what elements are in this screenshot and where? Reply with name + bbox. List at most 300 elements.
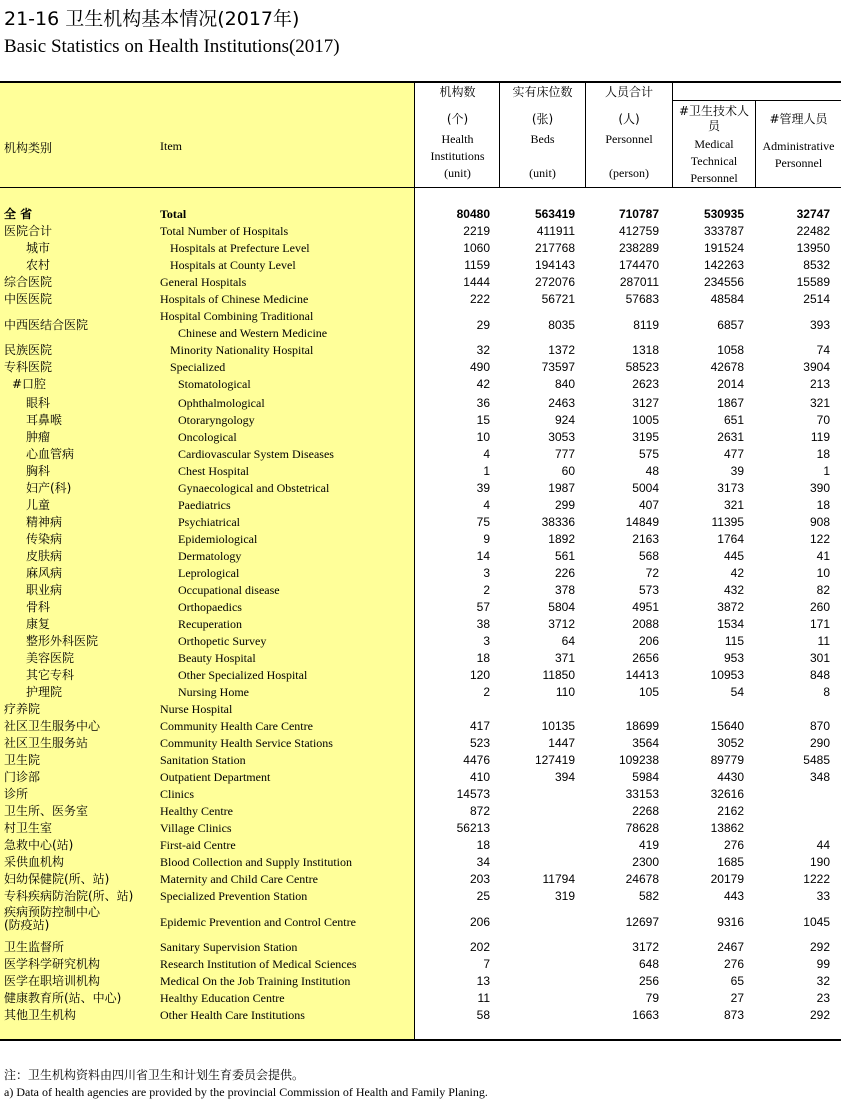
row-category-cn: 城市 bbox=[26, 241, 51, 255]
cell-administrative: 870 bbox=[809, 719, 830, 733]
cell-medical-technical: 530935 bbox=[703, 207, 744, 221]
cell-medical-technical: 2014 bbox=[717, 377, 744, 391]
cell-institutions: 7 bbox=[483, 957, 490, 971]
cell-institutions: 417 bbox=[469, 719, 490, 733]
table-row bbox=[0, 769, 841, 786]
cell-administrative: 5485 bbox=[803, 753, 830, 767]
row-category-cn: 中西医结合医院 bbox=[4, 318, 89, 332]
table-row bbox=[0, 684, 841, 701]
cell-personnel: 1005 bbox=[632, 413, 659, 427]
row-item-en: Otoraryngology bbox=[178, 413, 255, 427]
row-item-en: Dermatology bbox=[178, 549, 242, 563]
cell-beds: 394 bbox=[554, 770, 575, 784]
cell-administrative: 348 bbox=[809, 770, 830, 784]
cell-beds: 194143 bbox=[534, 258, 575, 272]
cell-medical-technical: 1867 bbox=[717, 396, 744, 410]
row-item-en: First-aid Centre bbox=[160, 838, 236, 852]
cell-personnel: 57683 bbox=[625, 292, 659, 306]
row-category-cn: 疗养院 bbox=[4, 702, 41, 716]
cell-personnel: 648 bbox=[638, 957, 659, 971]
cell-medical-technical: 3052 bbox=[717, 736, 744, 750]
cell-medical-technical: 234556 bbox=[703, 275, 744, 289]
table-row bbox=[0, 650, 841, 667]
table-row bbox=[0, 905, 841, 939]
cell-medical-technical: 191524 bbox=[703, 241, 744, 255]
cell-institutions: 1 bbox=[483, 464, 490, 478]
row-category-cn: 康复 bbox=[26, 617, 51, 631]
cell-personnel: 238289 bbox=[618, 241, 659, 255]
header-category: 机构类别 bbox=[4, 141, 53, 155]
row-category-cn: 心血管病 bbox=[26, 447, 75, 461]
cell-institutions: 18 bbox=[476, 838, 490, 852]
row-category-cn: 专科医院 bbox=[4, 360, 53, 374]
table-row bbox=[0, 257, 841, 274]
row-item-en: Orthopaedics bbox=[178, 600, 242, 614]
cell-beds: 840 bbox=[554, 377, 575, 391]
cell-beds: 11850 bbox=[542, 668, 575, 682]
cell-institutions: 3 bbox=[483, 566, 490, 580]
row-category-cn: 传染病 bbox=[26, 532, 63, 546]
table-row bbox=[0, 446, 841, 463]
row-item-en: Community Health Care Centre bbox=[160, 719, 313, 733]
cell-medical-technical: 953 bbox=[723, 651, 744, 665]
header-administrative: #管理人员 Administrative Personnel bbox=[762, 112, 835, 170]
cell-personnel: 3172 bbox=[632, 940, 659, 954]
row-category-cn: 其它专科 bbox=[26, 668, 75, 682]
row-category-cn: 中医医院 bbox=[4, 292, 53, 306]
header-institutions: 机构数 (个) Health Institutions (unit) bbox=[430, 85, 485, 180]
cell-personnel: 2300 bbox=[632, 855, 659, 869]
footnote-cn: 注：卫生机构资料由四川省卫生和计划生育委员会提供。 bbox=[4, 1068, 305, 1082]
cell-beds: 1447 bbox=[548, 736, 575, 750]
cell-medical-technical: 27 bbox=[730, 991, 744, 1005]
row-category-cn: 医院合计 bbox=[4, 224, 53, 238]
cell-institutions: 222 bbox=[469, 292, 490, 306]
cell-administrative: 213 bbox=[809, 377, 830, 391]
cell-institutions: 202 bbox=[469, 940, 490, 954]
cell-personnel: 206 bbox=[638, 634, 659, 648]
cell-administrative: 8532 bbox=[803, 258, 830, 272]
cell-personnel: 78628 bbox=[625, 821, 659, 835]
cell-administrative: 32747 bbox=[796, 207, 830, 221]
table-row bbox=[0, 667, 841, 684]
statistics-table bbox=[0, 81, 841, 1041]
row-category-cn: 健康教育所(站、中心) bbox=[4, 991, 122, 1005]
cell-administrative: 321 bbox=[809, 396, 830, 410]
cell-personnel: 582 bbox=[638, 889, 659, 903]
cell-institutions: 4476 bbox=[463, 753, 490, 767]
cell-personnel: 3195 bbox=[632, 430, 659, 444]
cell-medical-technical: 873 bbox=[723, 1008, 744, 1022]
cell-personnel: 72 bbox=[645, 566, 659, 580]
cell-medical-technical: 42 bbox=[730, 566, 744, 580]
cell-medical-technical: 432 bbox=[723, 583, 744, 597]
row-category-cn: 护理院 bbox=[26, 685, 63, 699]
row-item-en: Outpatient Department bbox=[160, 770, 271, 784]
cell-institutions: 15 bbox=[476, 413, 490, 427]
cell-medical-technical: 15640 bbox=[710, 719, 744, 733]
cell-institutions: 42 bbox=[476, 377, 490, 391]
cell-administrative: 44 bbox=[816, 838, 830, 852]
cell-medical-technical: 4430 bbox=[717, 770, 744, 784]
cell-medical-technical: 115 bbox=[724, 634, 744, 648]
cell-medical-technical: 48584 bbox=[710, 292, 744, 306]
cell-beds: 1987 bbox=[548, 481, 575, 495]
cell-administrative: 18 bbox=[816, 447, 830, 461]
cell-institutions: 410 bbox=[469, 770, 490, 784]
table-row bbox=[0, 376, 841, 395]
cell-administrative: 15589 bbox=[796, 275, 830, 289]
row-category-cn: #口腔 bbox=[12, 377, 47, 391]
row-category-cn: 骨科 bbox=[26, 600, 51, 614]
row-category-cn: 村卫生室 bbox=[4, 821, 53, 835]
table-row bbox=[0, 1007, 841, 1024]
cell-institutions: 34 bbox=[476, 855, 490, 869]
cell-personnel: 79 bbox=[645, 991, 659, 1005]
cell-beds: 319 bbox=[554, 889, 575, 903]
row-category-cn: 民族医院 bbox=[4, 343, 53, 357]
cell-administrative: 390 bbox=[809, 481, 830, 495]
table-row bbox=[0, 497, 841, 514]
row-item-en: Research Institution of Medical Sciences bbox=[160, 957, 357, 971]
cell-administrative: 32 bbox=[816, 974, 830, 988]
row-category-cn: 胸科 bbox=[26, 464, 51, 478]
cell-beds: 110 bbox=[555, 685, 575, 699]
cell-administrative: 908 bbox=[809, 515, 830, 529]
row-item-en: Occupational disease bbox=[178, 583, 280, 597]
cell-personnel: 3564 bbox=[632, 736, 659, 750]
cell-administrative: 18 bbox=[816, 498, 830, 512]
table-row bbox=[0, 990, 841, 1007]
row-category-cn: 耳鼻喉 bbox=[26, 413, 63, 427]
cell-medical-technical: 276 bbox=[723, 957, 744, 971]
cell-personnel: 105 bbox=[638, 685, 659, 699]
table-row bbox=[0, 939, 841, 956]
table-row bbox=[0, 514, 841, 531]
row-category-cn: 农村 bbox=[26, 258, 51, 272]
row-item-en: Chest Hospital bbox=[178, 464, 249, 478]
row-category-cn: 妇产(科) bbox=[26, 481, 72, 495]
table-row bbox=[0, 871, 841, 888]
cell-medical-technical: 6857 bbox=[717, 318, 744, 332]
cell-beds: 299 bbox=[554, 498, 575, 512]
table-row bbox=[0, 480, 841, 497]
cell-institutions: 14 bbox=[476, 549, 490, 563]
row-item-en: General Hospitals bbox=[160, 275, 247, 289]
cell-beds: 8035 bbox=[548, 318, 575, 332]
cell-institutions: 57 bbox=[476, 600, 490, 614]
cell-personnel: 4951 bbox=[632, 600, 659, 614]
row-item-en: Epidemiological bbox=[178, 532, 258, 546]
cell-personnel: 8119 bbox=[633, 318, 659, 332]
cell-administrative: 171 bbox=[809, 617, 830, 631]
table-row bbox=[0, 223, 841, 240]
cell-medical-technical: 651 bbox=[723, 413, 744, 427]
cell-institutions: 1060 bbox=[463, 241, 490, 255]
cell-personnel: 174470 bbox=[618, 258, 659, 272]
cell-institutions: 14573 bbox=[456, 787, 490, 801]
cell-administrative: 11 bbox=[817, 634, 830, 648]
row-item-en: Beauty Hospital bbox=[178, 651, 256, 665]
cell-administrative: 10 bbox=[816, 566, 830, 580]
cell-beds: 127419 bbox=[534, 753, 575, 767]
table-row bbox=[0, 735, 841, 752]
row-item-en: Medical On the Job Training Institution bbox=[160, 974, 351, 988]
cell-administrative: 119 bbox=[810, 430, 830, 444]
cell-administrative: 33 bbox=[816, 889, 830, 903]
cell-medical-technical: 32616 bbox=[710, 787, 744, 801]
cell-personnel: 2656 bbox=[632, 651, 659, 665]
cell-personnel: 575 bbox=[638, 447, 659, 461]
row-item-en: Specialized Prevention Station bbox=[160, 889, 308, 903]
row-item-en: Nurse Hospital bbox=[160, 702, 233, 716]
row-item-en: Paediatrics bbox=[178, 498, 231, 512]
row-item-en: Hospitals at Prefecture Level bbox=[170, 241, 310, 255]
cell-beds: 561 bbox=[554, 549, 575, 563]
cell-beds: 10135 bbox=[541, 719, 575, 733]
row-item-en: Leprological bbox=[178, 566, 240, 580]
row-item-en: Gynaecological and Obstetrical bbox=[178, 481, 330, 495]
cell-administrative: 190 bbox=[809, 855, 830, 869]
cell-medical-technical: 9316 bbox=[717, 915, 744, 929]
cell-personnel: 573 bbox=[638, 583, 659, 597]
cell-institutions: 2 bbox=[483, 583, 490, 597]
cell-administrative: 82 bbox=[816, 583, 830, 597]
cell-personnel: 407 bbox=[638, 498, 659, 512]
cell-medical-technical: 39 bbox=[730, 464, 744, 478]
cell-personnel: 109238 bbox=[618, 753, 659, 767]
cell-beds: 217768 bbox=[534, 241, 575, 255]
row-item-en: Epidemic Prevention and Control Centre bbox=[160, 915, 356, 929]
cell-administrative: 8 bbox=[823, 685, 830, 699]
cell-institutions: 75 bbox=[476, 515, 490, 529]
cell-institutions: 29 bbox=[476, 318, 490, 332]
cell-beds: 73597 bbox=[541, 360, 575, 374]
row-category-cn: 美容医院 bbox=[26, 651, 75, 665]
table-row bbox=[0, 956, 841, 973]
table-row bbox=[0, 888, 841, 905]
row-item-en: Sanitary Supervision Station bbox=[160, 940, 298, 954]
cell-personnel: 287011 bbox=[619, 275, 659, 289]
row-category-cn: 皮肤病 bbox=[26, 549, 63, 563]
table-row bbox=[0, 786, 841, 803]
cell-administrative: 3904 bbox=[803, 360, 830, 374]
row-category-cn: 精神病 bbox=[26, 515, 63, 529]
row-item-en: Oncological bbox=[178, 430, 237, 444]
cell-medical-technical: 13862 bbox=[710, 821, 744, 835]
cell-beds: 64 bbox=[561, 634, 575, 648]
cell-personnel: 412759 bbox=[618, 224, 659, 238]
cell-medical-technical: 445 bbox=[723, 549, 744, 563]
cell-institutions: 18 bbox=[476, 651, 490, 665]
cell-institutions: 56213 bbox=[456, 821, 490, 835]
row-item-en: Minority Nationality Hospital bbox=[170, 343, 314, 357]
row-item-en: Hospitals of Chinese Medicine bbox=[160, 292, 309, 306]
cell-beds: 2463 bbox=[548, 396, 575, 410]
cell-medical-technical: 1685 bbox=[717, 855, 744, 869]
row-item-en: Maternity and Child Care Centre bbox=[160, 872, 318, 886]
row-item-en: Hospitals at County Level bbox=[170, 258, 296, 272]
cell-administrative: 122 bbox=[809, 532, 830, 546]
row-category-cn: 妇幼保健院(所、站) bbox=[4, 872, 110, 886]
cell-administrative: 848 bbox=[809, 668, 830, 682]
cell-institutions: 25 bbox=[476, 889, 490, 903]
cell-institutions: 4 bbox=[483, 447, 490, 461]
cell-personnel: 1318 bbox=[632, 343, 659, 357]
row-item-en: Total bbox=[160, 207, 187, 221]
row-category-cn: 门诊部 bbox=[4, 770, 41, 784]
row-category-cn: 综合医院 bbox=[4, 275, 53, 289]
row-item-en: Community Health Service Stations bbox=[160, 736, 333, 750]
row-category-cn: 其他卫生机构 bbox=[4, 1008, 77, 1022]
row-category-cn: 卫生监督所 bbox=[4, 940, 65, 954]
cell-administrative: 301 bbox=[809, 651, 830, 665]
row-item-en: Orthopetic Survey bbox=[178, 634, 267, 648]
cell-personnel: 24678 bbox=[625, 872, 659, 886]
cell-beds: 1372 bbox=[548, 343, 575, 357]
cell-administrative: 13950 bbox=[796, 241, 830, 255]
row-category-cn: 儿童 bbox=[26, 498, 51, 512]
table-row bbox=[0, 973, 841, 990]
cell-beds: 3712 bbox=[548, 617, 575, 631]
cell-medical-technical: 443 bbox=[723, 889, 744, 903]
row-item-en: Sanitation Station bbox=[160, 753, 246, 767]
cell-medical-technical: 3173 bbox=[717, 481, 744, 495]
cell-medical-technical: 2162 bbox=[717, 804, 744, 818]
table-row bbox=[0, 582, 841, 599]
row-item-en: Healthy Centre bbox=[160, 804, 233, 818]
header-beds: 实有床位数 (张) Beds (unit) bbox=[512, 85, 573, 180]
cell-administrative: 1045 bbox=[803, 915, 830, 929]
cell-medical-technical: 3872 bbox=[717, 600, 744, 614]
cell-personnel: 710787 bbox=[618, 207, 659, 221]
row-category-cn: 医学在职培训机构 bbox=[4, 974, 101, 988]
cell-personnel: 256 bbox=[638, 974, 659, 988]
cell-personnel: 33153 bbox=[625, 787, 659, 801]
cell-administrative: 41 bbox=[816, 549, 830, 563]
cell-institutions: 11 bbox=[477, 991, 490, 1005]
row-category-cn: 肿瘤 bbox=[26, 430, 51, 444]
cell-institutions: 10 bbox=[476, 430, 490, 444]
table-row bbox=[0, 359, 841, 376]
cell-medical-technical: 54 bbox=[730, 685, 744, 699]
row-item-en: Ophthalmological bbox=[178, 396, 265, 410]
table-row bbox=[0, 274, 841, 291]
cell-institutions: 39 bbox=[476, 481, 490, 495]
cell-medical-technical: 321 bbox=[723, 498, 744, 512]
row-category-cn: 社区卫生服务站 bbox=[4, 736, 89, 750]
cell-beds: 378 bbox=[554, 583, 575, 597]
table-row bbox=[0, 854, 841, 871]
row-category-cn: 急救中心(站) bbox=[4, 838, 74, 852]
row-item-en: Cardiovascular System Diseases bbox=[178, 447, 334, 461]
cell-beds: 371 bbox=[554, 651, 575, 665]
row-item-en: Clinics bbox=[160, 787, 195, 801]
header-item: Item bbox=[160, 139, 182, 153]
cell-beds: 11794 bbox=[542, 872, 575, 886]
table-row bbox=[0, 616, 841, 633]
cell-institutions: 1159 bbox=[464, 258, 490, 272]
cell-beds: 924 bbox=[554, 413, 575, 427]
cell-institutions: 32 bbox=[476, 343, 490, 357]
table-row bbox=[0, 395, 841, 412]
cell-beds: 38336 bbox=[541, 515, 575, 529]
cell-personnel: 2088 bbox=[632, 617, 659, 631]
page-title-en: Basic Statistics on Health Institutions(2017) bbox=[4, 36, 340, 57]
cell-administrative: 22482 bbox=[796, 224, 830, 238]
cell-institutions: 523 bbox=[469, 736, 490, 750]
cell-personnel: 1663 bbox=[632, 1008, 659, 1022]
row-category-cn: 全 省 bbox=[4, 207, 33, 221]
cell-institutions: 4 bbox=[483, 498, 490, 512]
cell-institutions: 872 bbox=[469, 804, 490, 818]
table-row bbox=[0, 412, 841, 429]
cell-personnel: 14413 bbox=[625, 668, 659, 682]
cell-medical-technical: 1534 bbox=[717, 617, 744, 631]
cell-institutions: 120 bbox=[469, 668, 490, 682]
cell-personnel: 48 bbox=[645, 464, 659, 478]
cell-institutions: 206 bbox=[469, 915, 490, 929]
table-row bbox=[0, 752, 841, 769]
cell-institutions: 38 bbox=[476, 617, 490, 631]
cell-personnel: 58523 bbox=[625, 360, 659, 374]
row-category-cn: 麻风病 bbox=[26, 566, 63, 580]
table-row bbox=[0, 548, 841, 565]
cell-medical-technical: 276 bbox=[723, 838, 744, 852]
table-row bbox=[0, 240, 841, 257]
row-item-en: Psychiatrical bbox=[178, 515, 240, 529]
cell-institutions: 80480 bbox=[456, 207, 490, 221]
cell-beds: 56721 bbox=[541, 292, 575, 306]
table-row bbox=[0, 718, 841, 735]
cell-institutions: 490 bbox=[469, 360, 490, 374]
cell-administrative: 1222 bbox=[803, 872, 830, 886]
cell-institutions: 13 bbox=[476, 974, 490, 988]
row-category-cn: 诊所 bbox=[4, 787, 29, 801]
table-row bbox=[0, 429, 841, 446]
cell-personnel: 18699 bbox=[625, 719, 659, 733]
row-category-cn: 卫生院 bbox=[4, 753, 41, 767]
cell-personnel: 5004 bbox=[632, 481, 659, 495]
row-item-en: Other Health Care Institutions bbox=[160, 1008, 305, 1022]
cell-personnel: 419 bbox=[638, 838, 659, 852]
table-row bbox=[0, 820, 841, 837]
cell-institutions: 9 bbox=[483, 532, 490, 546]
cell-beds: 5804 bbox=[548, 600, 575, 614]
row-item-en: Nursing Home bbox=[178, 685, 249, 699]
page-title-cn: 21-16 卫生机构基本情况(2017年) bbox=[4, 8, 300, 30]
cell-beds: 60 bbox=[561, 464, 575, 478]
cell-medical-technical: 333787 bbox=[703, 224, 744, 238]
cell-administrative: 2514 bbox=[803, 292, 830, 306]
row-category-cn: 采供血机构 bbox=[4, 855, 65, 869]
table-row bbox=[0, 206, 841, 223]
table-row bbox=[0, 531, 841, 548]
row-item-en: Other Specialized Hospital bbox=[178, 668, 308, 682]
header-medical-technical: #卫生技术人 员 Medical Technical Personnel bbox=[678, 104, 750, 185]
row-category-cn: 职业病 bbox=[26, 583, 63, 597]
cell-institutions: 1444 bbox=[463, 275, 490, 289]
footnote-en: a) Data of health agencies are provided by the provincial Commission of Health and Family Planing. bbox=[4, 1085, 488, 1099]
cell-institutions: 2 bbox=[483, 685, 490, 699]
table-body bbox=[0, 206, 841, 1024]
table-row bbox=[0, 803, 841, 820]
row-item-en: Village Clinics bbox=[160, 821, 232, 835]
cell-beds: 272076 bbox=[534, 275, 575, 289]
row-item-en: Healthy Education Centre bbox=[160, 991, 285, 1005]
cell-administrative: 1 bbox=[823, 464, 830, 478]
row-category-cn: 医学科学研究机构 bbox=[4, 957, 101, 971]
